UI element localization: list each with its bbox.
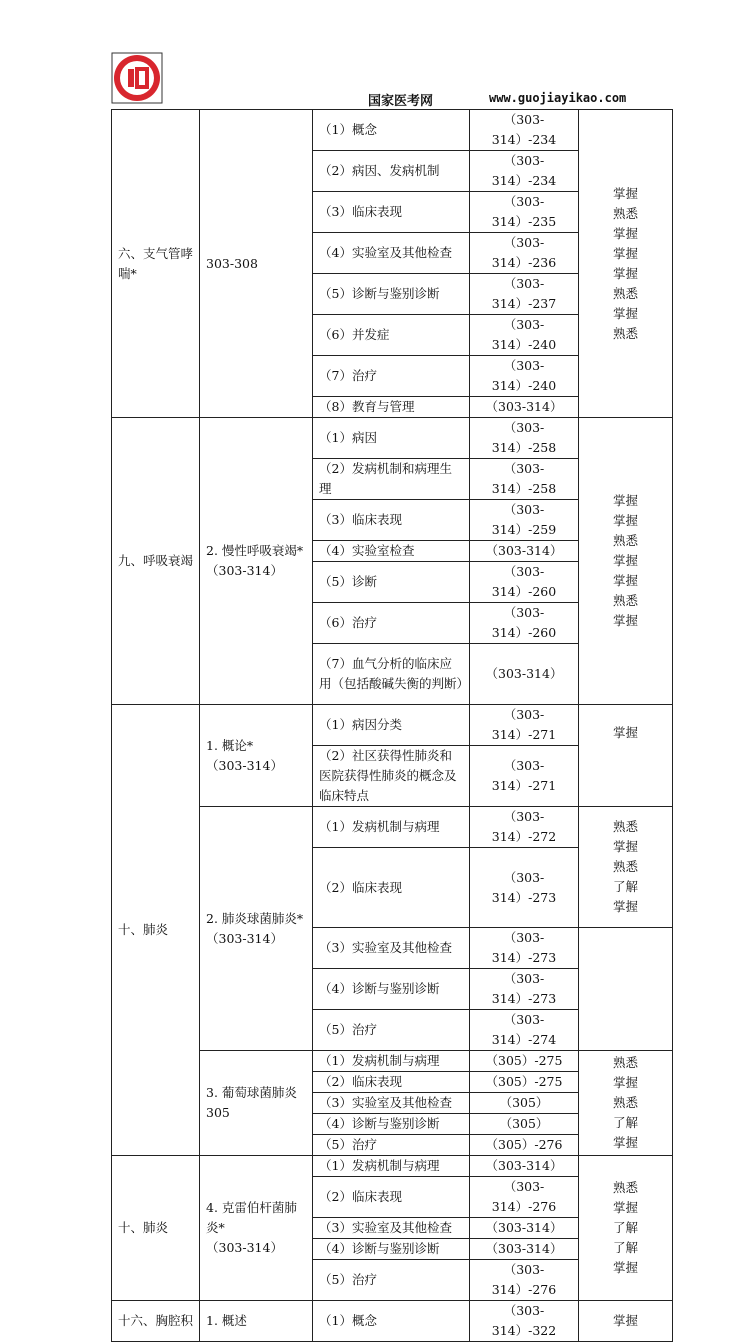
page-ref: （303-314）: [470, 644, 579, 705]
subsection-title: 2. 慢性呼吸衰竭* （303-314）: [200, 418, 313, 705]
page-ref: （305）-275: [470, 1072, 579, 1093]
mastery-level: 熟悉: [612, 1180, 638, 1195]
subsection-title: 1. 概论* （303-314）: [200, 705, 313, 807]
topic-item: （4）实验室检查: [313, 541, 470, 562]
page-ref: （305）: [470, 1093, 579, 1114]
topic-item: （7）治疗: [313, 356, 470, 397]
mastery-level: 熟悉: [612, 859, 638, 874]
mastery-level: 掌握: [612, 1260, 638, 1275]
mastery-level: 了解: [612, 879, 638, 894]
page-ref: （303-314）: [470, 541, 579, 562]
subsection-title: 2. 肺炎球菌肺炎* （303-314）: [200, 807, 313, 1051]
page-ref: （303-314）-234: [470, 151, 579, 192]
mastery-level: 掌握: [612, 1200, 638, 1215]
mastery-level: 掌握: [612, 513, 638, 528]
topic-item: （5）诊断与鉴别诊断: [313, 274, 470, 315]
mastery-level: 熟悉: [612, 285, 638, 301]
page-ref: （303-314）-272: [470, 807, 579, 848]
mastery-level: 了解: [612, 1240, 638, 1255]
topic-item: （1）病因分类: [313, 705, 470, 746]
topic-item: （1）发病机制与病理: [313, 1051, 470, 1072]
mastery-level: 掌握: [612, 1075, 638, 1090]
topic-item: （5）治疗: [313, 1010, 470, 1051]
mastery-levels: [579, 418, 673, 705]
section-title: 十、肺炎: [112, 1156, 200, 1301]
subsection-title: 4. 克雷伯杆菌肺炎* （303-314）: [200, 1156, 313, 1301]
mastery-level: 掌握: [612, 245, 638, 261]
mastery-level: 熟悉: [612, 325, 638, 341]
topic-item: （1）发病机制与病理: [313, 807, 470, 848]
page-ref: （303-314）-234: [470, 110, 579, 151]
mastery-level: 熟悉: [612, 593, 638, 608]
mastery-level: 掌握: [612, 493, 638, 508]
section-title: 十六、胸腔积: [112, 1301, 200, 1342]
topic-item: （2）临床表现: [313, 1072, 470, 1093]
topic-item: （1）概念: [313, 110, 470, 151]
topic-item: （3）实验室及其他检查: [313, 1218, 470, 1239]
mastery-level: 掌握: [612, 573, 638, 588]
page-ref: （303-314）-260: [470, 603, 579, 644]
topic-item: （4）诊断与鉴别诊断: [313, 969, 470, 1010]
mastery-levels: [579, 807, 673, 928]
page-ref: （303-314）-276: [470, 1260, 579, 1301]
topic-item: （3）临床表现: [313, 500, 470, 541]
topic-item: （7）血气分析的临床应用（包括酸碱失衡的判断）: [313, 644, 470, 705]
subsection-title: 1. 概述: [200, 1301, 313, 1342]
mastery-level: 掌握: [579, 705, 673, 807]
page-ref: （303-314）-240: [470, 315, 579, 356]
mastery-level: 熟悉: [612, 205, 638, 221]
page-ref: （303-314）-276: [470, 1177, 579, 1218]
page-ref: （303-314）: [470, 1218, 579, 1239]
topic-item: （2）社区获得性肺炎和医院获得性肺炎的概念及临床特点: [313, 746, 470, 807]
topic-item: （5）诊断: [313, 562, 470, 603]
mastery-level: 熟悉: [612, 1055, 638, 1070]
mastery-level: 熟悉: [612, 533, 638, 548]
mastery-level: 了解: [612, 1115, 638, 1130]
page-ref: （303-314）-274: [470, 1010, 579, 1051]
topic-item: （4）诊断与鉴别诊断: [313, 1239, 470, 1260]
mastery-levels: [579, 1051, 673, 1156]
section-title: 九、呼吸衰竭: [112, 418, 200, 705]
page-ref: （305）-275: [470, 1051, 579, 1072]
mastery-level: 掌握: [612, 839, 638, 854]
site-name: 国家医考网: [368, 94, 434, 109]
mastery-levels: [579, 110, 673, 418]
page-ref: （303-314）-237: [470, 274, 579, 315]
page-ref: （303-314）-258: [470, 418, 579, 459]
topic-item: （3）实验室及其他检查: [313, 928, 470, 969]
mastery-level: 熟悉: [612, 1095, 638, 1110]
mastery-level: 熟悉: [612, 819, 638, 834]
topic-item: （8）教育与管理: [313, 397, 470, 418]
topic-item: （6）治疗: [313, 603, 470, 644]
subsection-title: 303-308: [200, 110, 313, 418]
page-ref: （303-314）-271: [470, 746, 579, 807]
topic-item: （2）发病机制和病理生理: [313, 459, 470, 500]
topic-item: （6）并发症: [313, 315, 470, 356]
page-ref: （303-314）-240: [470, 356, 579, 397]
topic-item: （3）临床表现: [313, 192, 470, 233]
mastery-level: 了解: [612, 1220, 638, 1235]
topic-item: （1）发病机制与病理: [313, 1156, 470, 1177]
section-title: 十、肺炎: [112, 705, 200, 1156]
site-logo: [111, 52, 163, 104]
page-ref: （303-314）-259: [470, 500, 579, 541]
page-ref: （303-314）-235: [470, 192, 579, 233]
topic-item: （1）概念: [313, 1301, 470, 1342]
page-ref: （305）-276: [470, 1135, 579, 1156]
page-ref: （303-314）-273: [470, 848, 579, 928]
syllabus-table: [111, 109, 673, 1342]
page-ref: （305）: [470, 1114, 579, 1135]
topic-item: （4）实验室及其他检查: [313, 233, 470, 274]
subsection-title: 3. 葡萄球菌肺炎 305: [200, 1051, 313, 1156]
page-ref: （303-314）: [470, 397, 579, 418]
page-ref: （303-314）-322: [470, 1301, 579, 1342]
section-title: 六、支气管哮喘*: [112, 110, 200, 418]
topic-item: （4）诊断与鉴别诊断: [313, 1114, 470, 1135]
page-ref: （303-314）-260: [470, 562, 579, 603]
topic-item: （3）实验室及其他检查: [313, 1093, 470, 1114]
topic-item: （2）临床表现: [313, 848, 470, 928]
mastery-level: 掌握: [612, 1135, 638, 1150]
mastery-level: 掌握: [612, 185, 638, 201]
mastery-level: 掌握: [612, 613, 638, 628]
mastery-level: 掌握: [612, 899, 638, 914]
site-url[interactable]: www.guojiayikao.com: [489, 91, 627, 105]
mastery-levels: [579, 1156, 673, 1301]
mastery-level-empty: [579, 928, 673, 1051]
page-ref: （303-314）: [470, 1239, 579, 1260]
topic-item: （5）治疗: [313, 1260, 470, 1301]
page-ref: （303-314）-258: [470, 459, 579, 500]
mastery-level: 掌握: [579, 1301, 673, 1342]
topic-item: （2）临床表现: [313, 1177, 470, 1218]
mastery-level: 掌握: [612, 305, 638, 321]
page-ref: （303-314）-273: [470, 969, 579, 1010]
topic-item: （2）病因、发病机制: [313, 151, 470, 192]
mastery-level: 掌握: [612, 225, 638, 241]
page-ref: （303-314）-271: [470, 705, 579, 746]
topic-item: （5）治疗: [313, 1135, 470, 1156]
page-ref: （303-314）-236: [470, 233, 579, 274]
mastery-level: 掌握: [612, 553, 638, 568]
page-ref: （303-314）: [470, 1156, 579, 1177]
topic-item: （1）病因: [313, 418, 470, 459]
page-ref: （303-314）-273: [470, 928, 579, 969]
mastery-level: 掌握: [612, 265, 638, 281]
